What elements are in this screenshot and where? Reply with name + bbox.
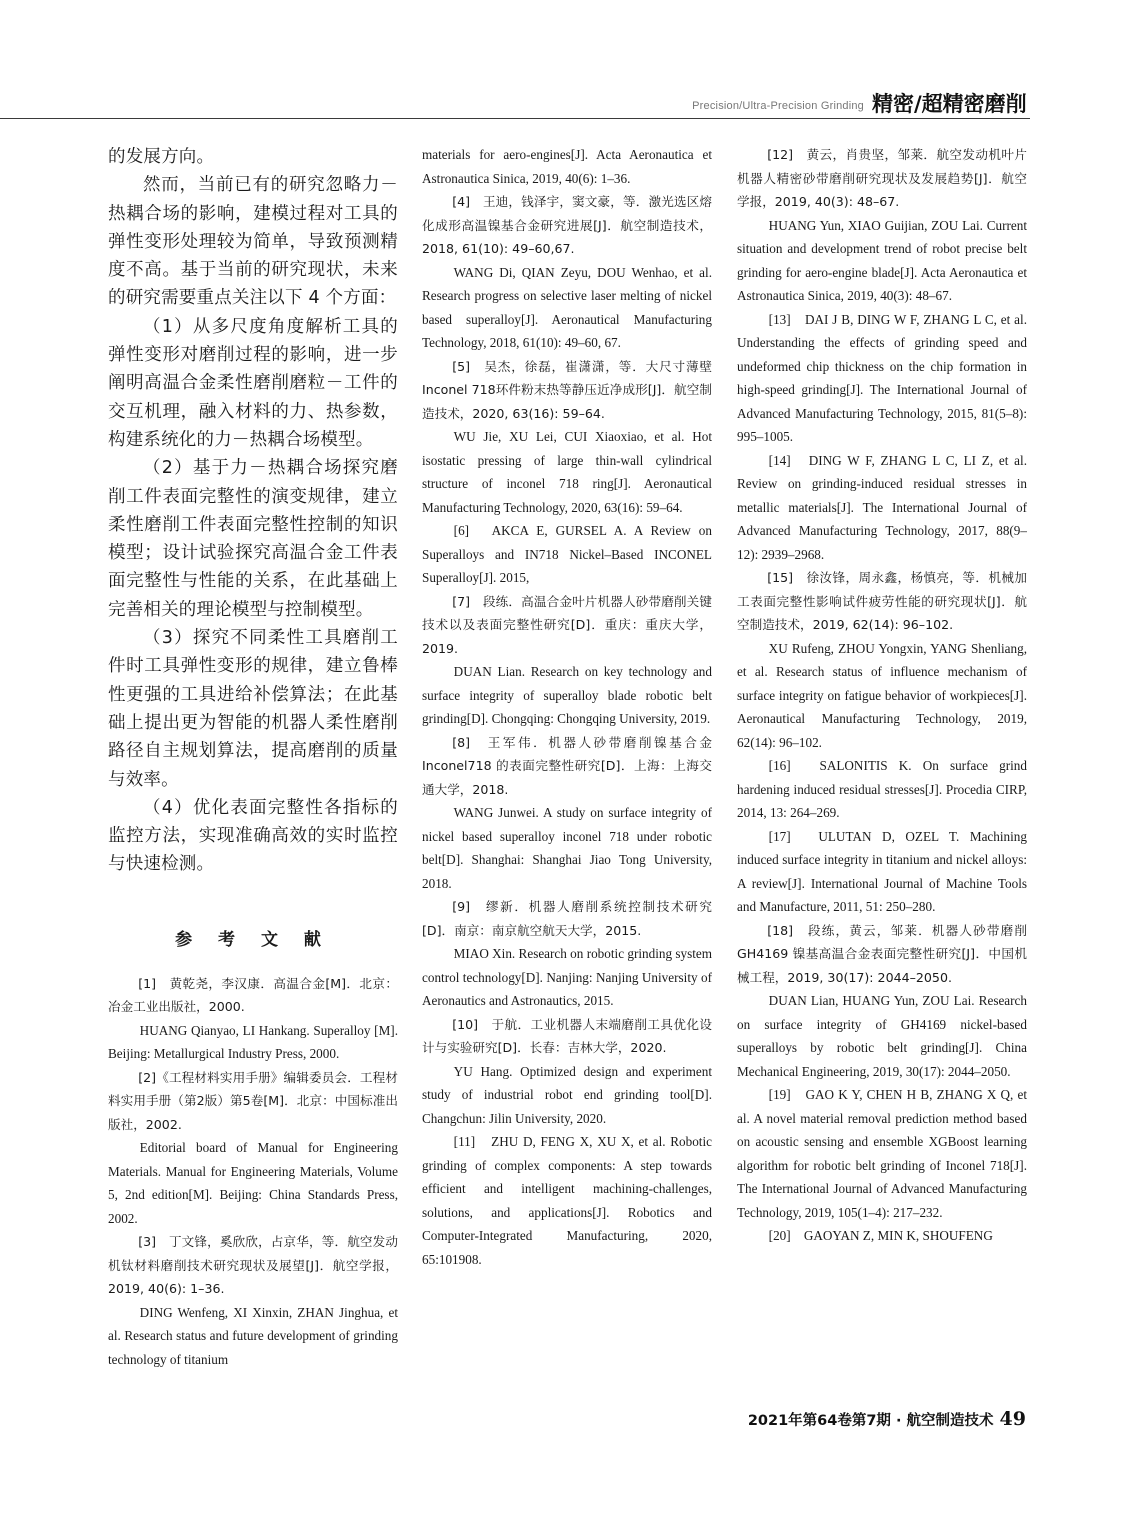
page-footer	[748, 1408, 1026, 1430]
body-paragraph: （3）探究不同柔性工具磨削工件时工具弹性变形的规律，建立鲁棒性更强的工具进给补偿算法；在此基础上提出更为智能的机器人柔性磨削路径自主规划算法，提高磨削的质量与效率。	[108, 628, 398, 790]
reference-entry: [18] 段练，黄云，邹莱．机器人砂带磨削 GH4169 镍基高温合金表面完整性研究[J]．中国机械工程，2019, 30(17): 2044–2050.	[737, 922, 1027, 985]
reference-entry: [12] 黄云，肖贵坚，邹莱．航空发动机叶片机器人精密砂带磨削研究现状及发展趋势[J]．航空学报，2019, 40(3): 48–67.	[737, 147, 1027, 209]
reference-entry: WANG Junwei. A study on surface integrity of nickel based superalloy inconel 718 under robotic belt[D]. Shanghai: Shanghai Jiao Tong University, 2018.	[422, 805, 712, 891]
body-paragraph: （2）基于力－热耦合场探究磨削工件表面完整性的演变规律，建立柔性磨削工件表面完整性控制的知识模型；设计试验探究高温合金工件表面完整性与性能的关系，在此基础上完善相关的理论模型与控制模型。	[108, 458, 398, 620]
reference-entry: WU Jie, XU Lei, CUI Xiaoxiao, et al. Hot isostatic pressing of large thin-wall cylindrical structure of inconel 718 ring[J]. Aeronautical Manufacturing Technology, 2020, 63(16): 59–64.	[422, 429, 712, 515]
reference-entry: [8] 王军伟．机器人砂带磨削镍基合金Inconel718 的表面完整性研究[D]．上海：上海交通大学，2018.	[422, 734, 712, 797]
reference-entry: [13] DAI J B, DING W F, ZHANG L C, et al. Understanding the effects of grinding speed and undeformed chip thickness on the chip formation in high-speed grinding[J]. The International Journal of Advanced Manufacturing Technology, 2015, 81(5–8): 995–1005.	[737, 311, 1027, 444]
body-text	[108, 143, 398, 879]
body-paragraph: 的发展方向。	[108, 147, 215, 167]
reference-entry: HUANG Qianyao, LI Hankang. Superalloy [M]. Beijing: Metallurgical Industry Press, 2000.	[108, 1022, 398, 1062]
reference-entry: [14] DING W F, ZHANG L C, LI Z, et al. Review on grinding-induced residual stresses in metallic materials[J]. The International Journal of Advanced Manufacturing Technology, 2017, 88(9–12): 2939–2968.	[737, 452, 1027, 562]
reference-entry: [15] 徐汝锋，周永鑫，杨慎亮，等．机械加工表面完整性影响试件疲劳性能的研究现状[J]．航空制造技术，2019, 62(14): 96–102.	[737, 570, 1027, 632]
reference-entry: [4] 王迪，钱泽宇，窦文豪，等．激光选区熔化成形高温镍基合金研究进展[J]．航空制造技术，2018, 61(10): 49–60,67.	[422, 194, 712, 256]
reference-entry: [19] GAO K Y, CHEN H B, ZHANG X Q, et al. A novel material removal prediction method based on acoustic sensing and ensemble XGBoost learning algorithm for robotic belt grinding of Inconel 718[J]. The International Journal of Advanced Manufacturing Technology, 2019, 105(1–4): 217–232.	[737, 1087, 1027, 1220]
reference-entry: [2]《工程材料实用手册》编辑委员会．工程材料实用手册（第2版）第5卷[M]．北京：中国标准出版社，2002.	[108, 1069, 398, 1132]
reference-entry: YU Hang. Optimized design and experiment study of industrial robot end grinding tool[D]. Changchun: Jilin University, 2020.	[422, 1063, 712, 1126]
running-header-en: Precision/Ultra-Precision Grinding	[692, 100, 864, 112]
reference-entry: Editorial board of Manual for Engineering Materials. Manual for Engineering Materials, Volume 5, 2nd edition[M]. Beijing: China Standards Press, 2002.	[108, 1140, 398, 1226]
column-left	[108, 143, 398, 1393]
reference-entry: [20] GAOYAN Z, MIN K, SHOUFENG	[768, 1228, 993, 1243]
column-right	[737, 143, 1027, 1393]
reference-entry: [7] 段练．高温合金叶片机器人砂带磨削关键技术以及表面完整性研究[D]．重庆：重庆大学，2019.	[422, 593, 712, 656]
references-heading: 参 考 文 献	[175, 929, 331, 950]
reference-entry: DING Wenfeng, XI Xinxin, ZHAN Jinghua, et al. Research status and future development of grinding technology of titanium	[108, 1304, 398, 1367]
reference-entry: XU Rufeng, ZHOU Yongxin, YANG Shenliang, et al. Research status of influence mechanism of surface integrity on fatigue behavior of workpieces[J]. Aeronautical Manufacturing Technology, 2019, 62(14): 96–102.	[737, 640, 1027, 750]
page-number: 49	[999, 1408, 1026, 1430]
body-paragraph: 然而，当前已有的研究忽略力－热耦合场的影响，建模过程对工具的弹性变形处理较为简单，导致预测精度不高。基于当前的研究现状，未来的研究需要重点关注以下 4 个方面：	[108, 175, 398, 309]
running-header-zh: 精密/超精密磨削	[872, 92, 1027, 116]
reference-entry: [9] 缪新．机器人磨削系统控制技术研究[D]．南京：南京航空航天大学，2015.	[422, 899, 712, 938]
reference-entry: [3] 丁文锋，奚欣欣，占京华，等．航空发动机钛材料磨削技术研究现状及展望[J]．航空学报，2019, 40(6): 1–36.	[108, 1234, 398, 1297]
reference-entry: [11] ZHU D, FENG X, XU X, et al. Robotic grinding of complex components: A step towards efficient and intelligent machining-challenges, solutions, and applications[J]. Robotics and Computer-Integrated Manufacturing, 2020, 65:101908.	[422, 1134, 712, 1267]
reference-list-left	[108, 972, 398, 1372]
body-paragraph: （1）从多尺度角度解析工具的弹性变形对磨削过程的影响，进一步阐明高温合金柔性磨削磨粒－工件的交互机理，融入材料的力、热参数，构建系统化的力－热耦合场模型。	[108, 316, 398, 450]
reference-entry: [10] 于航．工业机器人末端磨削工具优化设计与实验研究[D]．长春：吉林大学，2020.	[422, 1016, 712, 1055]
reference-list-right	[737, 143, 1027, 1248]
reference-entry: DUAN Lian, HUANG Yun, ZOU Lai. Research on surface integrity of GH4169 nickel-based superalloys by robotic belt grinding[J]. China Mechanical Engineering, 2019, 30(17): 2044–2050.	[737, 993, 1027, 1079]
column-middle	[422, 143, 712, 1393]
journal-issue: 2021年第64卷第7期 · 航空制造技术	[747, 1413, 994, 1429]
reference-entry: WANG Di, QIAN Zeyu, DOU Wenhao, et al. Research progress on selective laser melting of nickel based superalloy[J]. Aeronautical Manufacturing Technology, 2018, 61(10): 49–60, 67.	[422, 264, 712, 350]
reference-entry: [6] AKCA E, GURSEL A. A Review on Superalloys and IN718 Nickel–Based INCONEL Superalloy[J]. 2015,	[422, 523, 712, 585]
reference-entry: HUANG Yun, XIAO Guijian, ZOU Lai. Current situation and development trend of robot precise belt grinding for aero-engine blade[J]. Acta Aeronautica et Astronautica Sinica, 2019, 40(3): 48–67.	[737, 217, 1027, 303]
reference-entry: DUAN Lian. Research on key technology and surface integrity of superalloy blade robotic belt grinding[D]. Chongqing: Chongqing University, 2019.	[422, 664, 712, 726]
body-paragraph: （4）优化表面完整性各指标的监控方法，实现准确高效的实时监控与快速检测。	[108, 797, 398, 875]
reference-entry: [5] 吴杰，徐磊，崔潇潇，等．大尺寸薄壁Inconel 718环件粉末热等静压近净成形[J]．航空制造技术，2020, 63(16): 59–64.	[422, 358, 712, 421]
reference-entry: MIAO Xin. Research on robotic grinding system control technology[D]. Nanjing: Nanjing University of Aeronautics and Astronautics, 2015.	[422, 946, 712, 1008]
reference-entry: [16] SALONITIS K. On surface grind hardening induced residual stresses[J]. Procedia CIRP, 2014, 13: 264–269.	[737, 758, 1027, 820]
reference-entry: materials for aero-engines[J]. Acta Aeronautica et Astronautica Sinica, 2019, 40(6): 1–36.	[422, 147, 712, 186]
reference-entry: [1] 黄乾尧，李汉康．高温合金[M]．北京：冶金工业出版社，2000.	[108, 975, 398, 1015]
reference-entry: [17] ULUTAN D, OZEL T. Machining induced surface integrity in titanium and nickel alloys: A review[J]. International Journal of Machine Tools and Manufacture, 2011, 51: 250–280.	[737, 828, 1027, 914]
reference-list-middle	[422, 143, 712, 1271]
header-rule	[0, 118, 1030, 119]
